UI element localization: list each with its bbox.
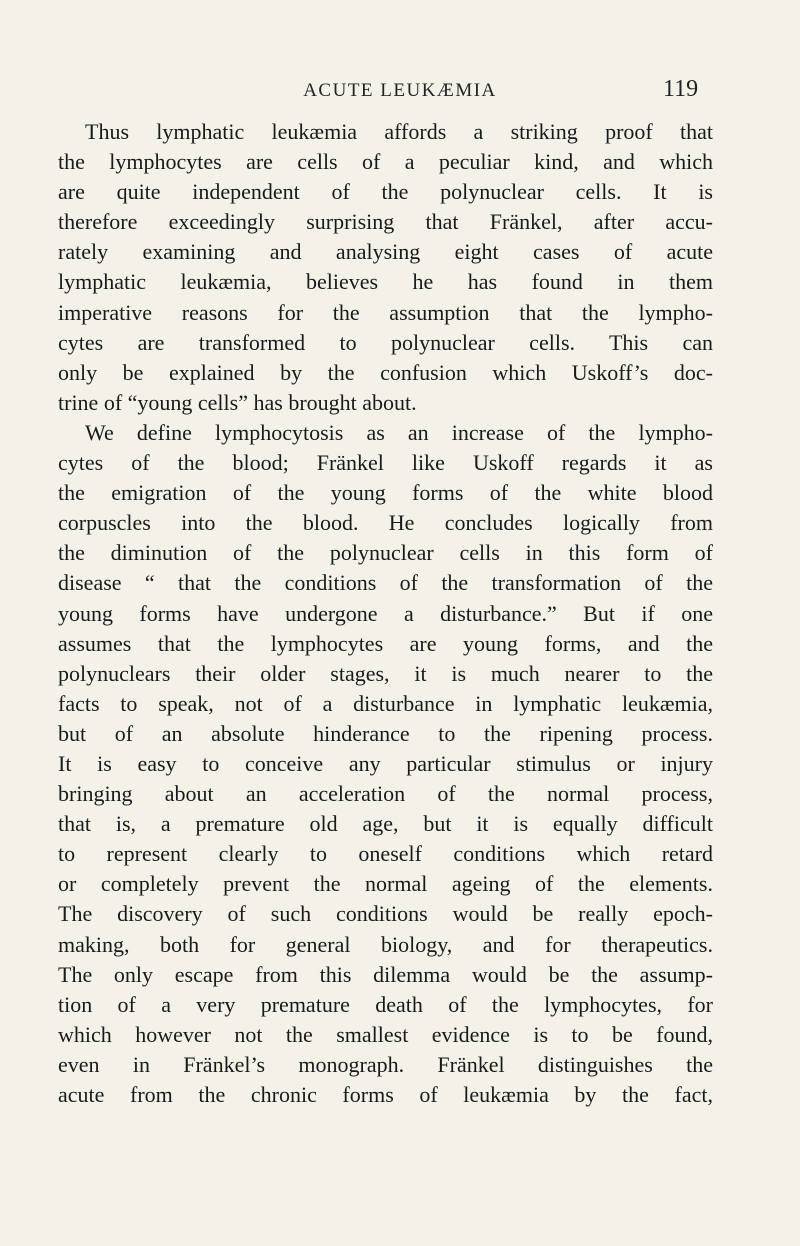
text-line: but of an absolute hinderance to the ripening process. (58, 720, 713, 746)
text-line: rately examining and analysing eight cases of acute (58, 239, 713, 265)
text-line: imperative reasons for the assumption that the lympho- (58, 299, 713, 325)
text-line: The only escape from this dilemma would be the assump- (58, 961, 713, 987)
text-line: even in Fränkel’s monograph. Fränkel distinguishes the (58, 1051, 713, 1077)
running-title: ACUTE LEUKÆMIA (303, 80, 497, 101)
text-line: polynuclears their older stages, it is much nearer to the (58, 660, 713, 686)
text-line: The discovery of such conditions would be really epoch- (58, 901, 713, 927)
text-line: are quite independent of the polynuclear cells. It is (58, 179, 713, 205)
text-line: corpuscles into the blood. He concludes logically from (58, 510, 713, 536)
text-line: making, both for general biology, and for therapeutics. (58, 931, 713, 957)
page-number: 119 (663, 76, 699, 102)
text-line: cytes are transformed to polynuclear cells. This can (58, 329, 713, 355)
text-line: the emigration of the young forms of the white blood (58, 480, 713, 506)
text-line: which however not the smallest evidence is to be found, (58, 1021, 713, 1047)
text-line: that is, a premature old age, but it is equally difficult (58, 811, 713, 837)
text-line: trine of “young cells” has brought about. (58, 389, 417, 415)
text-line: to represent clearly to oneself conditions which retard (58, 841, 713, 867)
text-line: tion of a very premature death of the lymphocytes, for (58, 991, 713, 1017)
text-line: bringing about an acceleration of the normal process, (58, 781, 713, 807)
text-line: the diminution of the polynuclear cells in this form of (58, 540, 713, 566)
text-line: young forms have undergone a disturbance.” But if one (58, 600, 713, 626)
text-line: acute from the chronic forms of leukæmia by the fact, (58, 1082, 713, 1107)
text-line: facts to speak, not of a disturbance in lymphatic leukæmia, (58, 690, 713, 716)
text-line: or completely prevent the normal ageing of the elements. (58, 871, 713, 897)
text-line: only be explained by the confusion which Uskoff’s doc- (58, 359, 713, 385)
text-line: disease “ that the conditions of the transformation of the (58, 570, 713, 596)
text-line: We define lymphocytosis as an increase of the lympho- (85, 419, 713, 445)
text-line: It is easy to conceive any particular stimulus or injury (58, 750, 713, 776)
running-head (0, 76, 800, 110)
text-line: Thus lymphatic leukæmia affords a striking proof that (85, 119, 713, 144)
text-line: therefore exceedingly surprising that Fränkel, after accu- (58, 209, 713, 235)
text-line: assumes that the lymphocytes are young forms, and the (58, 630, 713, 656)
text-line: lymphatic leukæmia, believes he has found in them (58, 269, 713, 295)
body-text (58, 117, 713, 1110)
text-line: the lymphocytes are cells of a peculiar kind, and which (58, 149, 713, 175)
text-line: cytes of the blood; Fränkel like Uskoff regards it as (58, 450, 713, 476)
